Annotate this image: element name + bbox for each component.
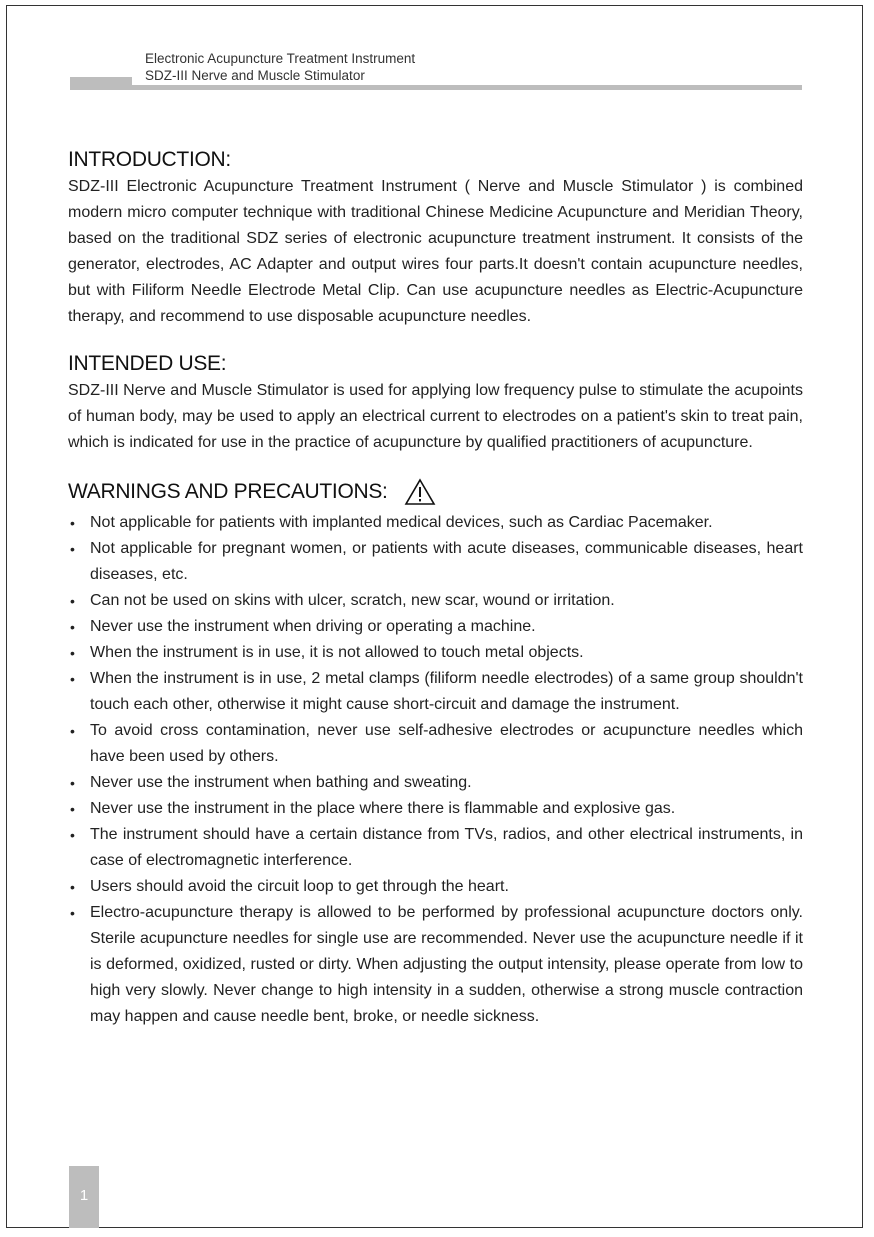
warning-item: • Not applicable for pregnant women, or patients with acute diseases, communicable diseases, heart diseases, etc. bbox=[68, 536, 803, 588]
warning-item: • When the instrument is in use, it is not allowed to touch metal objects. bbox=[68, 640, 803, 666]
running-header bbox=[145, 50, 415, 84]
warning-triangle-icon bbox=[404, 478, 436, 506]
bullet-icon: • bbox=[70, 801, 75, 817]
warnings-heading-row bbox=[68, 478, 803, 506]
warning-item: • Electro-acupuncture therapy is allowed to be performed by professional acupuncture doctors only. Sterile acupuncture needles for single use are recommended. Never use the acupuncture needle if it is deformed, oxidized, rusted or dirty. When adjusting the output intensity, please operate from low to high very slowly. Never change to high intensity in a sudden, otherwise a strong muscle contraction may happen and cause needle bent, broke, or needle sickness. bbox=[68, 900, 803, 1030]
introduction-heading: INTRODUCTION: bbox=[68, 148, 231, 171]
intended-use-heading: INTENDED USE: bbox=[68, 352, 227, 375]
page-number-tab bbox=[69, 1166, 99, 1228]
header-line-1: Electronic Acupuncture Treatment Instrument bbox=[145, 51, 416, 66]
bullet-icon: • bbox=[70, 645, 75, 661]
warnings-section bbox=[68, 478, 803, 1030]
warnings-list bbox=[68, 510, 803, 1030]
bullet-icon: • bbox=[70, 879, 75, 895]
document-body bbox=[68, 148, 803, 1030]
bullet-icon: • bbox=[70, 541, 75, 557]
header-accent-block bbox=[70, 77, 132, 90]
warning-item: • Never use the instrument when bathing and sweating. bbox=[68, 770, 803, 796]
warning-item: • Never use the instrument in the place where there is flammable and explosive gas. bbox=[68, 796, 803, 822]
bullet-icon: • bbox=[70, 515, 75, 531]
warnings-heading: WARNINGS AND PRECAUTIONS: bbox=[68, 480, 388, 503]
warning-item: • To avoid cross contamination, never use self-adhesive electrodes or acupuncture needles which have been used by others. bbox=[68, 718, 803, 770]
bullet-icon: • bbox=[70, 619, 75, 635]
page-number: 1 bbox=[79, 1187, 89, 1204]
warning-item: • When the instrument is in use, 2 metal clamps (filiform needle electrodes) of a same group shouldn't touch each other, otherwise it might cause short-circuit and damage the instrument. bbox=[68, 666, 803, 718]
warning-item: • Can not be used on skins with ulcer, scratch, new scar, wound or irritation. bbox=[68, 588, 803, 614]
intended-use-section bbox=[68, 352, 803, 456]
header-rule bbox=[131, 85, 802, 90]
bullet-icon: • bbox=[70, 827, 75, 843]
header-line-2: SDZ-III Nerve and Muscle Stimulator bbox=[145, 68, 365, 83]
warning-item: • Not applicable for patients with implanted medical devices, such as Cardiac Pacemaker. bbox=[68, 510, 803, 536]
warning-item: • Never use the instrument when driving or operating a machine. bbox=[68, 614, 803, 640]
introduction-text: SDZ-III Electronic Acupuncture Treatment Instrument ( Nerve and Muscle Stimulator ) is combined modern micro computer technique with traditional Chinese Medicine Acupuncture and Meridian Theory, based on the traditional SDZ series of electronic acupuncture treatment instrument. It consists of the generator, electrodes, AC Adapter and output wires four parts.It doesn't contain acupuncture needles, but with Filiform Needle Electrode Metal Clip. Can use acupuncture needles as Electric-Acupuncture therapy, and recommend to use disposable acupuncture needles. bbox=[68, 178, 803, 325]
bullet-icon: • bbox=[70, 775, 75, 791]
introduction-section bbox=[68, 148, 803, 330]
warning-item: • The instrument should have a certain distance from TVs, radios, and other electrical instruments, in case of electromagnetic interference. bbox=[68, 822, 803, 874]
bullet-icon: • bbox=[70, 905, 75, 921]
bullet-icon: • bbox=[70, 671, 75, 687]
warning-item: • Users should avoid the circuit loop to get through the heart. bbox=[68, 874, 803, 900]
bullet-icon: • bbox=[70, 723, 75, 739]
bullet-icon: • bbox=[70, 593, 75, 609]
intended-use-text: SDZ-III Nerve and Muscle Stimulator is used for applying low frequency pulse to stimulate the acupoints of human body, may be used to apply an electrical current to electrodes on a patient's skin to treat pain, which is indicated for use in the practice of acupuncture by qualified practitioners of acupuncture. bbox=[68, 382, 803, 451]
